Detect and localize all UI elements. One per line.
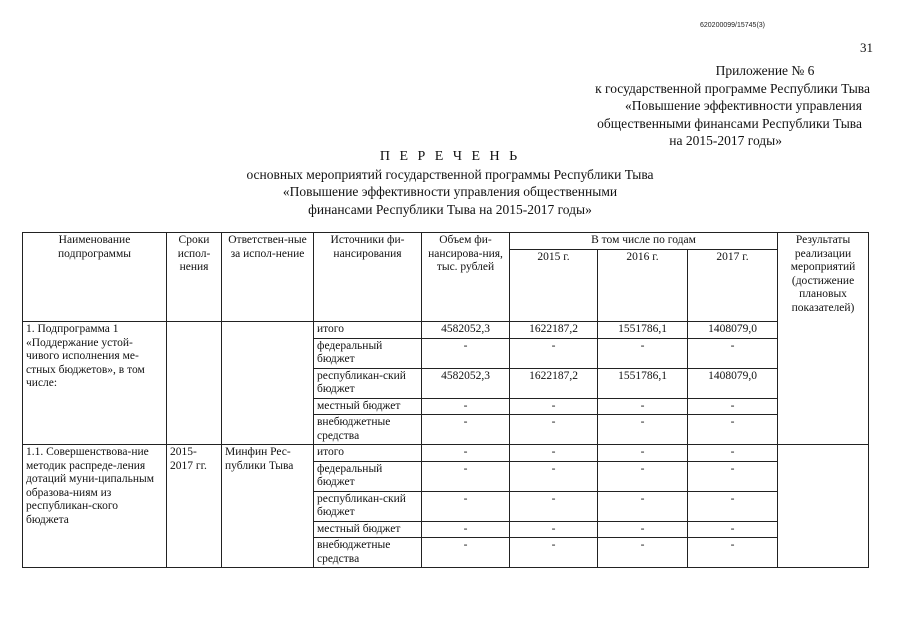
- source-cell: республикан-ский бюджет: [314, 491, 422, 521]
- measure-1-1-responsible: Минфин Рес-публики Тыва: [222, 445, 314, 568]
- source-cell: федеральный бюджет: [314, 338, 422, 368]
- source-cell: республикан-ский бюджет: [314, 368, 422, 398]
- y2017-cell: -: [688, 461, 778, 491]
- volume-cell: -: [422, 461, 510, 491]
- title-line-3: финансами Республики Тыва на 2015-2017 годы»: [308, 201, 592, 217]
- annex-line-4: общественными финансами Республики Тыва: [597, 115, 862, 131]
- measure-1-1-terms: 2015-2017 гг.: [167, 445, 222, 568]
- title-line-2: «Повышение эффективности управления общественными: [282, 184, 618, 199]
- source-cell: внебюджетные средства: [314, 415, 422, 445]
- volume-cell: -: [422, 445, 510, 462]
- title-line-1: основных мероприятий государственной программы Республики Тыва: [246, 166, 654, 182]
- y2016-cell: 1551786,1: [598, 368, 688, 398]
- y2015-cell: -: [510, 338, 598, 368]
- results-cell: [778, 445, 869, 568]
- annex-header: [540, 62, 870, 150]
- volume-cell: -: [422, 521, 510, 538]
- table-row: [23, 322, 869, 339]
- document-title: [150, 148, 750, 218]
- volume-cell: -: [422, 491, 510, 521]
- y2015-cell: -: [510, 445, 598, 462]
- y2015-cell: -: [510, 538, 598, 568]
- header-terms: Сроки испол-нения: [167, 233, 222, 322]
- header-2016: 2016 г.: [598, 250, 688, 322]
- y2017-cell: -: [688, 445, 778, 462]
- y2015-cell: -: [510, 521, 598, 538]
- y2015-cell: 1622187,2: [510, 322, 598, 339]
- volume-cell: -: [422, 338, 510, 368]
- y2016-cell: -: [598, 461, 688, 491]
- source-cell: итого: [314, 445, 422, 462]
- annex-line-2: к государственной программе Республики Тыва: [595, 80, 870, 96]
- document-id: 620200099/15745(3): [700, 22, 766, 29]
- title-heading: П Е Р Е Ч Е Н Ь: [379, 149, 521, 164]
- annex-line-5: на 2015-2017 годы»: [669, 133, 782, 148]
- y2015-cell: -: [510, 415, 598, 445]
- results-cell: [778, 322, 869, 445]
- header-name: Наименование подпрограммы: [23, 233, 167, 322]
- source-cell: местный бюджет: [314, 521, 422, 538]
- y2017-cell: -: [688, 521, 778, 538]
- y2017-cell: -: [688, 491, 778, 521]
- y2017-cell: -: [688, 338, 778, 368]
- y2016-cell: -: [598, 491, 688, 521]
- y2017-cell: 1408079,0: [688, 322, 778, 339]
- y2015-cell: 1622187,2: [510, 368, 598, 398]
- y2015-cell: -: [510, 461, 598, 491]
- y2016-cell: -: [598, 338, 688, 368]
- subprogram-1-terms: [167, 322, 222, 445]
- header-2017: 2017 г.: [688, 250, 778, 322]
- y2015-cell: -: [510, 398, 598, 415]
- annex-line-3: «Повышение эффективности управления: [624, 98, 862, 113]
- volume-cell: -: [422, 398, 510, 415]
- header-by-years: В том числе по годам: [510, 233, 778, 250]
- header-responsible: Ответствен-ные за испол-нение: [222, 233, 314, 322]
- table-row: [23, 445, 869, 462]
- y2016-cell: -: [598, 521, 688, 538]
- header-results: Результаты реализации мероприятий (достижение плановых показателей): [778, 233, 869, 322]
- y2016-cell: -: [598, 398, 688, 415]
- y2017-cell: -: [688, 538, 778, 568]
- source-cell: местный бюджет: [314, 398, 422, 415]
- source-cell: итого: [314, 322, 422, 339]
- volume-cell: 4582052,3: [422, 322, 510, 339]
- y2017-cell: -: [688, 398, 778, 415]
- header-volume: Объем фи-нансирова-ния, тыс. рублей: [422, 233, 510, 322]
- measures-table: [22, 232, 869, 568]
- y2016-cell: 1551786,1: [598, 322, 688, 339]
- page-number: 31: [860, 40, 873, 55]
- y2017-cell: -: [688, 415, 778, 445]
- volume-cell: -: [422, 538, 510, 568]
- y2016-cell: -: [598, 415, 688, 445]
- y2016-cell: -: [598, 445, 688, 462]
- annex-line-1: Приложение № 6: [715, 63, 815, 78]
- header-2015: 2015 г.: [510, 250, 598, 322]
- volume-cell: 4582052,3: [422, 368, 510, 398]
- y2016-cell: -: [598, 538, 688, 568]
- header-sources: Источники фи-нансирования: [314, 233, 422, 322]
- subprogram-1-responsible: [222, 322, 314, 445]
- measure-1-1-name: 1.1. Совершенствова-ние методик распреде-ления дотаций муни-ципальным образова-ниям из республикан-ского бюджета: [23, 445, 167, 568]
- y2015-cell: -: [510, 491, 598, 521]
- subprogram-1-name: 1. Подпрограмма 1 «Поддержание устой-чивого исполнения ме-стных бюджетов», в том числе:: [23, 322, 167, 445]
- y2017-cell: 1408079,0: [688, 368, 778, 398]
- source-cell: внебюджетные средства: [314, 538, 422, 568]
- source-cell: федеральный бюджет: [314, 461, 422, 491]
- volume-cell: -: [422, 415, 510, 445]
